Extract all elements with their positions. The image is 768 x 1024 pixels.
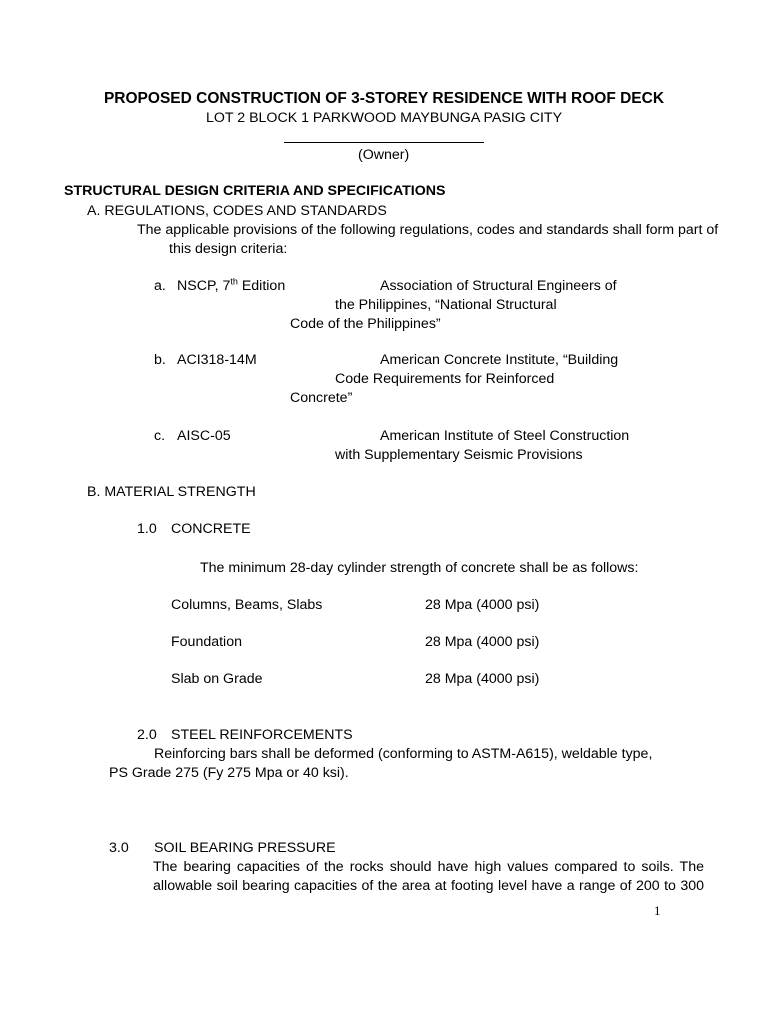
concrete-title: CONCRETE [171,521,251,537]
steel-line1: Reinforcing bars shall be deformed (conforming to ASTM-A615), weldable type, [154,746,653,762]
concrete-row-item: Slab on Grade [171,671,263,687]
section-b-heading: B. MATERIAL STRENGTH [87,484,256,500]
concrete-row-value: 28 Mpa (4000 psi) [425,634,540,650]
steel-line2: PS Grade 275 (Fy 275 Mpa or 40 ksi). [109,765,349,781]
code-b-marker: b. [154,352,166,368]
code-a-name: NSCP, 7th Edition [177,276,286,294]
section-a-intro-line1: The applicable provisions of the following regulations, codes and standards shall form part of [137,222,719,238]
concrete-number: 1.0 [137,521,157,537]
code-a-desc2: the Philippines, “National Structural [335,297,557,313]
concrete-intro: The minimum 28-day cylinder strength of concrete shall be as follows: [200,560,639,576]
owner-signature-line [284,142,484,143]
section-a-heading: A. REGULATIONS, CODES AND STANDARDS [87,203,387,219]
code-c-desc1: American Institute of Steel Construction [380,428,630,444]
concrete-row-value: 28 Mpa (4000 psi) [425,597,540,613]
code-b-desc2: Code Requirements for Reinforced [335,371,555,387]
owner-label: (Owner) [358,147,410,163]
code-a-marker: a. [154,278,166,294]
code-a-desc1: Association of Structural Engineers of [380,278,617,294]
soil-title: SOIL BEARING PRESSURE [154,840,336,856]
section-a-intro-line2: this design criteria: [169,241,288,257]
soil-line1: The bearing capacities of the rocks should have high values compared to soils. The [153,859,704,875]
code-b-desc1: American Concrete Institute, “Building [380,352,619,368]
project-location: LOT 2 BLOCK 1 PARKWOOD MAYBUNGA PASIG CITY [205,110,563,126]
code-c-desc2: with Supplementary Seismic Provisions [335,447,583,463]
code-c-name: AISC-05 [177,428,231,444]
page-number: 1 [654,903,661,918]
code-a-desc3: Code of the Philippines” [290,316,441,332]
concrete-row-item: Foundation [171,634,242,650]
code-a-superscript: th [230,276,238,287]
section-heading: STRUCTURAL DESIGN CRITERIA AND SPECIFICATIONS [64,183,446,199]
code-c-marker: c. [154,428,166,444]
code-b-desc3: Concrete” [290,390,353,406]
steel-number: 2.0 [137,727,157,743]
soil-number: 3.0 [109,840,129,856]
document-title: PROPOSED CONSTRUCTION OF 3-STOREY RESIDENCE WITH ROOF DECK [103,90,665,107]
concrete-row-value: 28 Mpa (4000 psi) [425,671,540,687]
concrete-row-item: Columns, Beams, Slabs [171,597,323,613]
steel-title: STEEL REINFORCEMENTS [171,727,353,743]
code-b-name: ACI318-14M [177,352,257,368]
soil-line2: allowable soil bearing capacities of the area at footing level have a range of 200 to 300 [153,878,704,894]
